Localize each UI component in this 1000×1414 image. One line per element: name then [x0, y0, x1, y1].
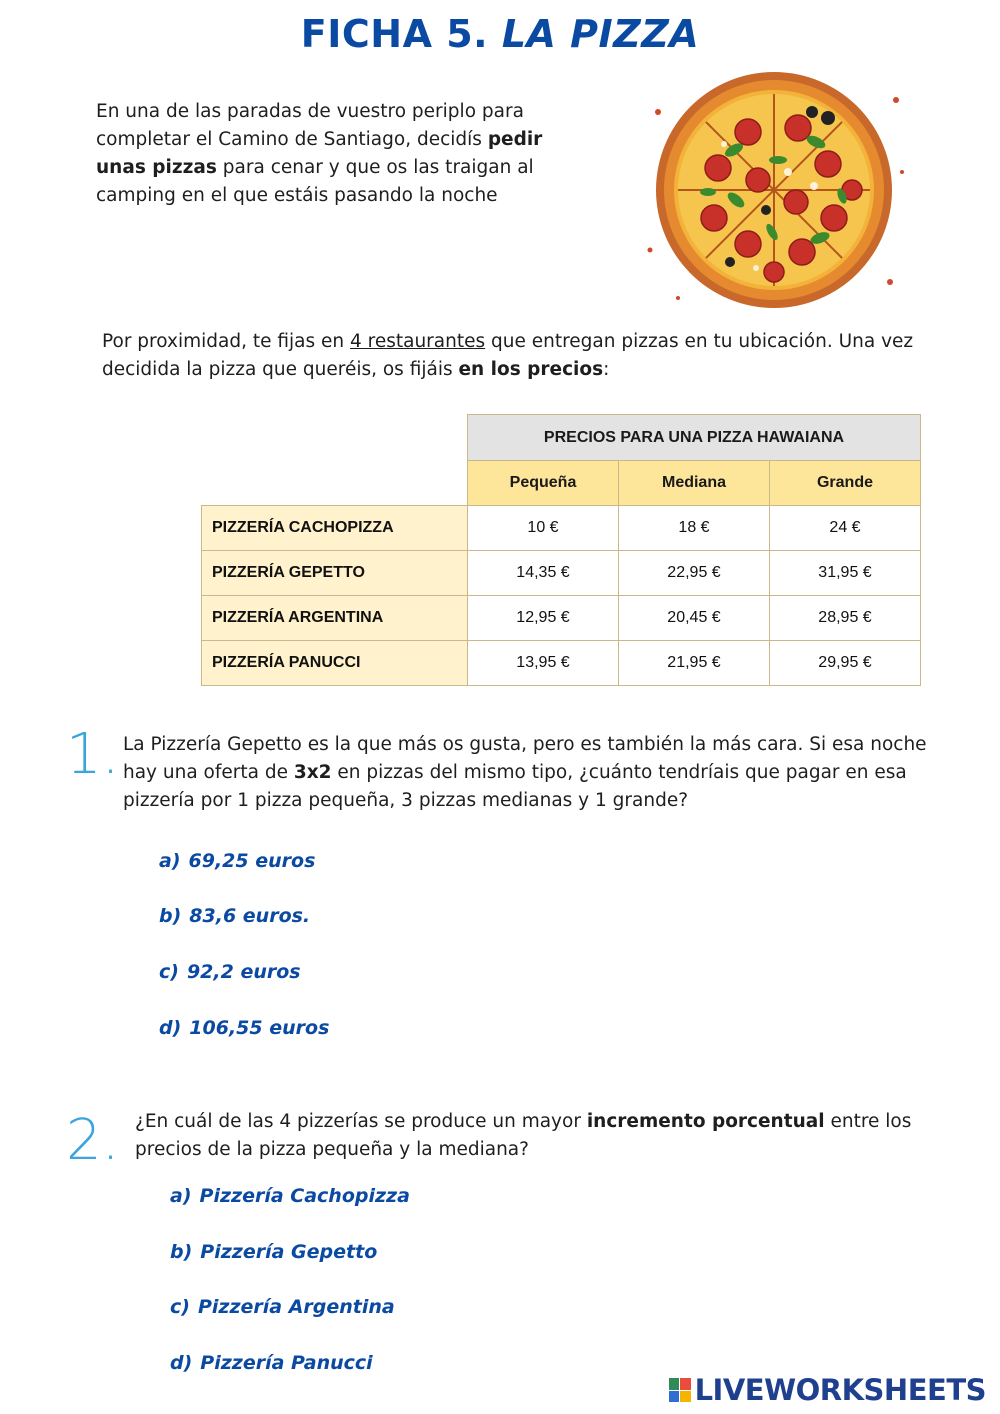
option-label: a) [170, 1185, 192, 1207]
price-cell: 28,95 € [770, 596, 921, 641]
price-cell: 29,95 € [770, 641, 921, 686]
table-column-row [202, 461, 921, 506]
price-cell: 24 € [770, 506, 921, 551]
q1-text-2: en pizzas del mismo tipo, ¿cuánto tendríais que pagar en esa pizzería por 1 pizza pequeña, 3 pizzas medianas y 1 grande? [123, 762, 907, 811]
proximity-paragraph [102, 328, 942, 384]
price-cell: 21,95 € [619, 641, 770, 686]
question-2-number: 2. [66, 1108, 120, 1173]
option-label: c) [170, 1296, 190, 1318]
q2-option-a[interactable] [170, 1185, 410, 1207]
row-header: PIZZERÍA GEPETTO [202, 551, 468, 596]
logo-text: LIVEWORKSHEETS [694, 1373, 986, 1407]
option-label: a) [159, 850, 181, 872]
table-row [202, 641, 921, 686]
prox-underlined: 4 restaurantes [349, 331, 486, 352]
q2-option-c[interactable] [170, 1296, 395, 1318]
pizza-image [638, 72, 910, 312]
title-italic: LA PIZZA [501, 12, 700, 56]
row-header: PIZZERÍA PANUCCI [202, 641, 468, 686]
price-cell: 10 € [468, 506, 619, 551]
intro-text-1: En una de las paradas de vuestro periplo para completar el Camino de Santiago, decidís [96, 101, 524, 150]
option-label: b) [159, 905, 182, 927]
q1-option-b[interactable] [159, 905, 310, 927]
q1-option-c[interactable] [159, 961, 301, 983]
page-title [0, 12, 1000, 56]
pizza-illustration [638, 72, 910, 312]
q2-text-2: entre los precios de la pizza pequeña y la mediana? [135, 1111, 912, 1160]
table-header: PRECIOS PARA UNA PIZZA HAWAIANA [468, 415, 921, 461]
prox-text-1: Por proximidad, te fijas en [102, 331, 350, 352]
title-main: FICHA 5. [300, 12, 502, 56]
prox-text-2: que entregan pizzas en tu ubicación. Una vez decidida la pizza que queréis, os fijáis [102, 331, 914, 380]
option-label: d) [159, 1017, 182, 1039]
row-header: PIZZERÍA ARGENTINA [202, 596, 468, 641]
table-title-row [202, 415, 921, 461]
column-header-medium: Mediana [619, 461, 770, 506]
liveworksheets-icon [669, 1378, 691, 1402]
price-cell: 31,95 € [770, 551, 921, 596]
q2-bold: incremento porcentual [586, 1111, 825, 1132]
row-header: PIZZERÍA CACHOPIZZA [202, 506, 468, 551]
price-cell: 22,95 € [619, 551, 770, 596]
table-row [202, 506, 921, 551]
table-row [202, 596, 921, 641]
option-text: Pizzería Cachopizza [199, 1185, 410, 1207]
price-cell: 13,95 € [468, 641, 619, 686]
question-1-number: 1. [66, 722, 120, 787]
q2-option-d[interactable] [170, 1352, 373, 1374]
intro-text-2: para cenar y que os las traigan al camping en el que estáis pasando la noche [96, 157, 534, 206]
question-2-text [135, 1108, 935, 1164]
q1-option-d[interactable] [159, 1017, 329, 1039]
intro-paragraph [96, 98, 566, 210]
price-cell: 18 € [619, 506, 770, 551]
option-label: b) [170, 1241, 193, 1263]
prox-text-3: : [603, 359, 610, 380]
option-text: 83,6 euros. [189, 905, 311, 927]
option-text: 106,55 euros [189, 1017, 330, 1039]
question-1-text [123, 731, 943, 815]
option-label: c) [159, 961, 179, 983]
option-text: 92,2 euros [186, 961, 301, 983]
price-cell: 20,45 € [619, 596, 770, 641]
liveworksheets-logo[interactable] [669, 1372, 986, 1408]
q1-bold: 3x2 [293, 762, 332, 783]
table-corner [202, 415, 468, 461]
intro-bold: pedir unas pizzas [96, 129, 543, 178]
column-header-small: Pequeña [468, 461, 619, 506]
q1-text-1: La Pizzería Gepetto es la que más os gusta, pero es también la más cara. Si esa noche hay una oferta de [123, 734, 927, 783]
option-text: Pizzería Gepetto [200, 1241, 378, 1263]
table-corner-2 [202, 461, 468, 506]
price-cell: 14,35 € [468, 551, 619, 596]
q2-text-1: ¿En cuál de las 4 pizzerías se produce un mayor [135, 1111, 587, 1132]
option-text: Pizzería Panucci [200, 1352, 373, 1374]
column-header-large: Grande [770, 461, 921, 506]
q1-option-a[interactable] [159, 850, 315, 872]
prox-bold: en los precios [458, 359, 604, 380]
table-row [202, 551, 921, 596]
price-cell: 12,95 € [468, 596, 619, 641]
option-text: Pizzería Argentina [197, 1296, 395, 1318]
q2-option-b[interactable] [170, 1241, 377, 1263]
price-table [201, 414, 921, 686]
option-label: d) [170, 1352, 193, 1374]
option-text: 69,25 euros [188, 850, 316, 872]
